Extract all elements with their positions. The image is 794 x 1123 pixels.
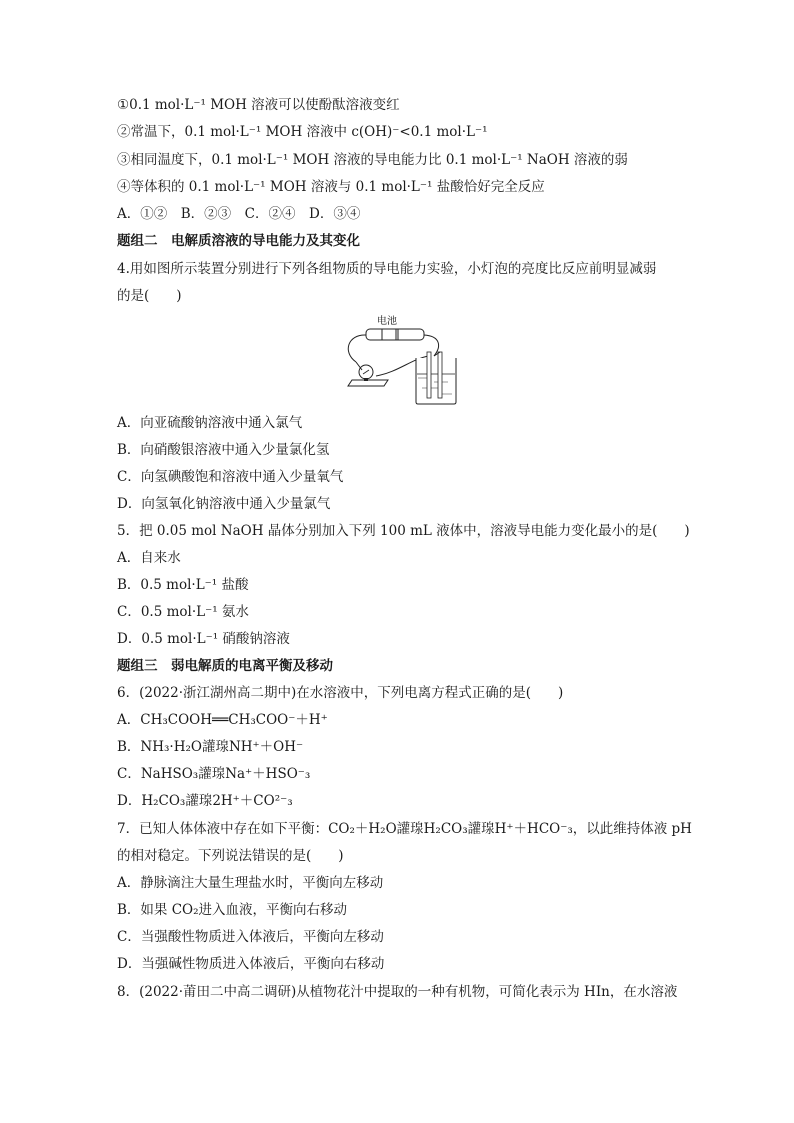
q4-stem-line-1: 4.用如图所示装置分别进行下列各组物质的导电能力实验，小灯泡的亮度比反应前明显减弱 xyxy=(117,261,657,277)
statement-4: ④等体积的 0.1 mol·L⁻¹ MOH 溶液与 0.1 mol·L⁻¹ 盐酸恰好完全反应 xyxy=(117,179,545,195)
beaker-icon xyxy=(416,358,456,404)
q4-option-c: C．向氢碘酸饱和溶液中通入少量氧气 xyxy=(117,469,344,485)
section-heading-2: 题组二 电解质溶液的导电能力及其变化 xyxy=(117,233,360,249)
q5-option-c: C．0.5 mol·L⁻¹ 氨水 xyxy=(117,604,249,620)
q5-option-d: D．0.5 mol·L⁻¹ 硝酸钠溶液 xyxy=(117,631,290,647)
q4-option-a: A．向亚硫酸钠溶液中通入氯气 xyxy=(117,415,303,431)
q4-option-d: D．向氢氧化钠溶液中通入少量氯气 xyxy=(117,496,331,512)
q6-option-b: B．NH₃·H₂O讙瑔NH⁺＋OH⁻ xyxy=(117,739,304,755)
q7-option-d: D．当强碱性物质进入体液后，平衡向右移动 xyxy=(117,956,385,972)
electrode-left xyxy=(427,352,431,398)
battery-label: 电池 xyxy=(377,316,397,327)
q4-stem-line-2: 的是( ) xyxy=(117,288,182,304)
q3-options: A．①② B．②③ C．②④ D．③④ xyxy=(117,206,361,222)
conductivity-apparatus-figure xyxy=(338,312,462,408)
q8-stem: 8．(2022·莆田二中高二调研)从植物花汁中提取的一种有机物，可简化表示为 HIn，在水溶液 xyxy=(117,984,678,1000)
electrode-right xyxy=(438,352,442,398)
statement-3: ③相同温度下，0.1 mol·L⁻¹ MOH 溶液的导电能力比 0.1 mol·L⁻¹ NaOH 溶液的弱 xyxy=(117,152,628,168)
q6-stem: 6．(2022·浙江湖州高二期中)在水溶液中，下列电离方程式正确的是( ) xyxy=(117,685,564,701)
q7-stem-line-1: 7．已知人体体液中存在如下平衡：CO₂＋H₂O讙瑔H₂CO₃讙瑔H⁺＋HCO⁻₃，以此维持体液 pH xyxy=(117,821,692,837)
statement-2: ②常温下，0.1 mol·L⁻¹ MOH 溶液中 c(OH)⁻<0.1 mol·L⁻¹ xyxy=(117,124,488,140)
statement-1: ①0.1 mol·L⁻¹ MOH 溶液可以使酚酞溶液变红 xyxy=(117,97,400,113)
q6-option-c: C．NaHSO₃讙瑔Na⁺＋HSO⁻₃ xyxy=(117,766,311,782)
q5-option-b: B．0.5 mol·L⁻¹ 盐酸 xyxy=(117,577,249,593)
q6-option-d: D．H₂CO₃讙瑔2H⁺＋CO²⁻₃ xyxy=(117,793,293,809)
q7-option-c: C．当强酸性物质进入体液后，平衡向左移动 xyxy=(117,929,384,945)
battery-icon xyxy=(366,329,424,340)
q4-option-b: B．向硝酸银溶液中通入少量氯化氢 xyxy=(117,442,330,458)
q7-option-b: B．如果 CO₂进入血液，平衡向右移动 xyxy=(117,902,348,918)
q7-stem-line-2: 的相对稳定。下列说法错误的是( ) xyxy=(117,848,344,864)
q6-option-a: A．CH₃COOH══CH₃COO⁻＋H⁺ xyxy=(117,712,328,728)
q7-option-a: A．静脉滴注大量生理盐水时，平衡向左移动 xyxy=(117,875,384,891)
section-heading-3: 题组三 弱电解质的电离平衡及移动 xyxy=(117,658,333,674)
q5-option-a: A．自来水 xyxy=(117,550,181,566)
q5-stem: 5．把 0.05 mol NaOH 晶体分别加入下列 100 mL 液体中，溶液导电能力变化最小的是( ) xyxy=(117,523,690,539)
